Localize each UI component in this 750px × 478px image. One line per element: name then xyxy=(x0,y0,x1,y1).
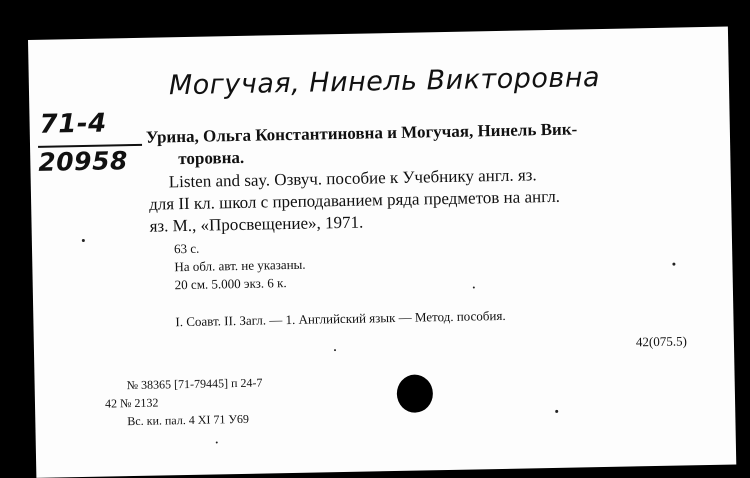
scan-speck xyxy=(334,349,336,351)
authors-note: На обл. авт. не указаны. xyxy=(174,256,306,275)
title-line-1: Listen and say. Озвуч. пособие к Учебнику англ. яз. xyxy=(168,165,537,192)
print-info: Вс. ки. пал. 4 XI 71 У69 xyxy=(127,411,250,429)
scan-speck xyxy=(216,441,218,443)
scan-speck xyxy=(473,286,475,288)
heading-line-1: Урина, Ольга Константиновна и Могучая, Нинель Вик- xyxy=(145,119,578,147)
scan-speck xyxy=(672,263,675,266)
card-punch-hole xyxy=(396,374,433,413)
classification-code: 42(075.5) xyxy=(635,333,687,350)
index-number: 42 № 2132 xyxy=(104,395,159,411)
record-number: № 38365 [71-79445] п 24-7 xyxy=(126,375,263,393)
scan-speck xyxy=(555,410,558,413)
tracings: I. Соавт. II. Загл. — 1. Английский язык — Метод. пособия. xyxy=(175,307,506,330)
size-print-run: 20 см. 5.000 экз. 6 к. xyxy=(174,275,287,293)
heading-line-2: торовна. xyxy=(178,147,245,169)
shelfmark-top: 71-4 xyxy=(39,108,107,140)
title-line-3: яз. М., «Просвещение», 1971. xyxy=(149,212,364,236)
scan-speck xyxy=(82,239,85,242)
library-catalog-card xyxy=(28,27,736,478)
pages-count: 63 с. xyxy=(173,240,200,257)
shelfmark-bottom: 20958 xyxy=(38,146,129,177)
handwritten-author-name: Могучая, Нинель Викторовна xyxy=(168,62,601,102)
title-line-2: для II кл. школ с преподаванием ряда предметов на англ. xyxy=(148,186,561,214)
